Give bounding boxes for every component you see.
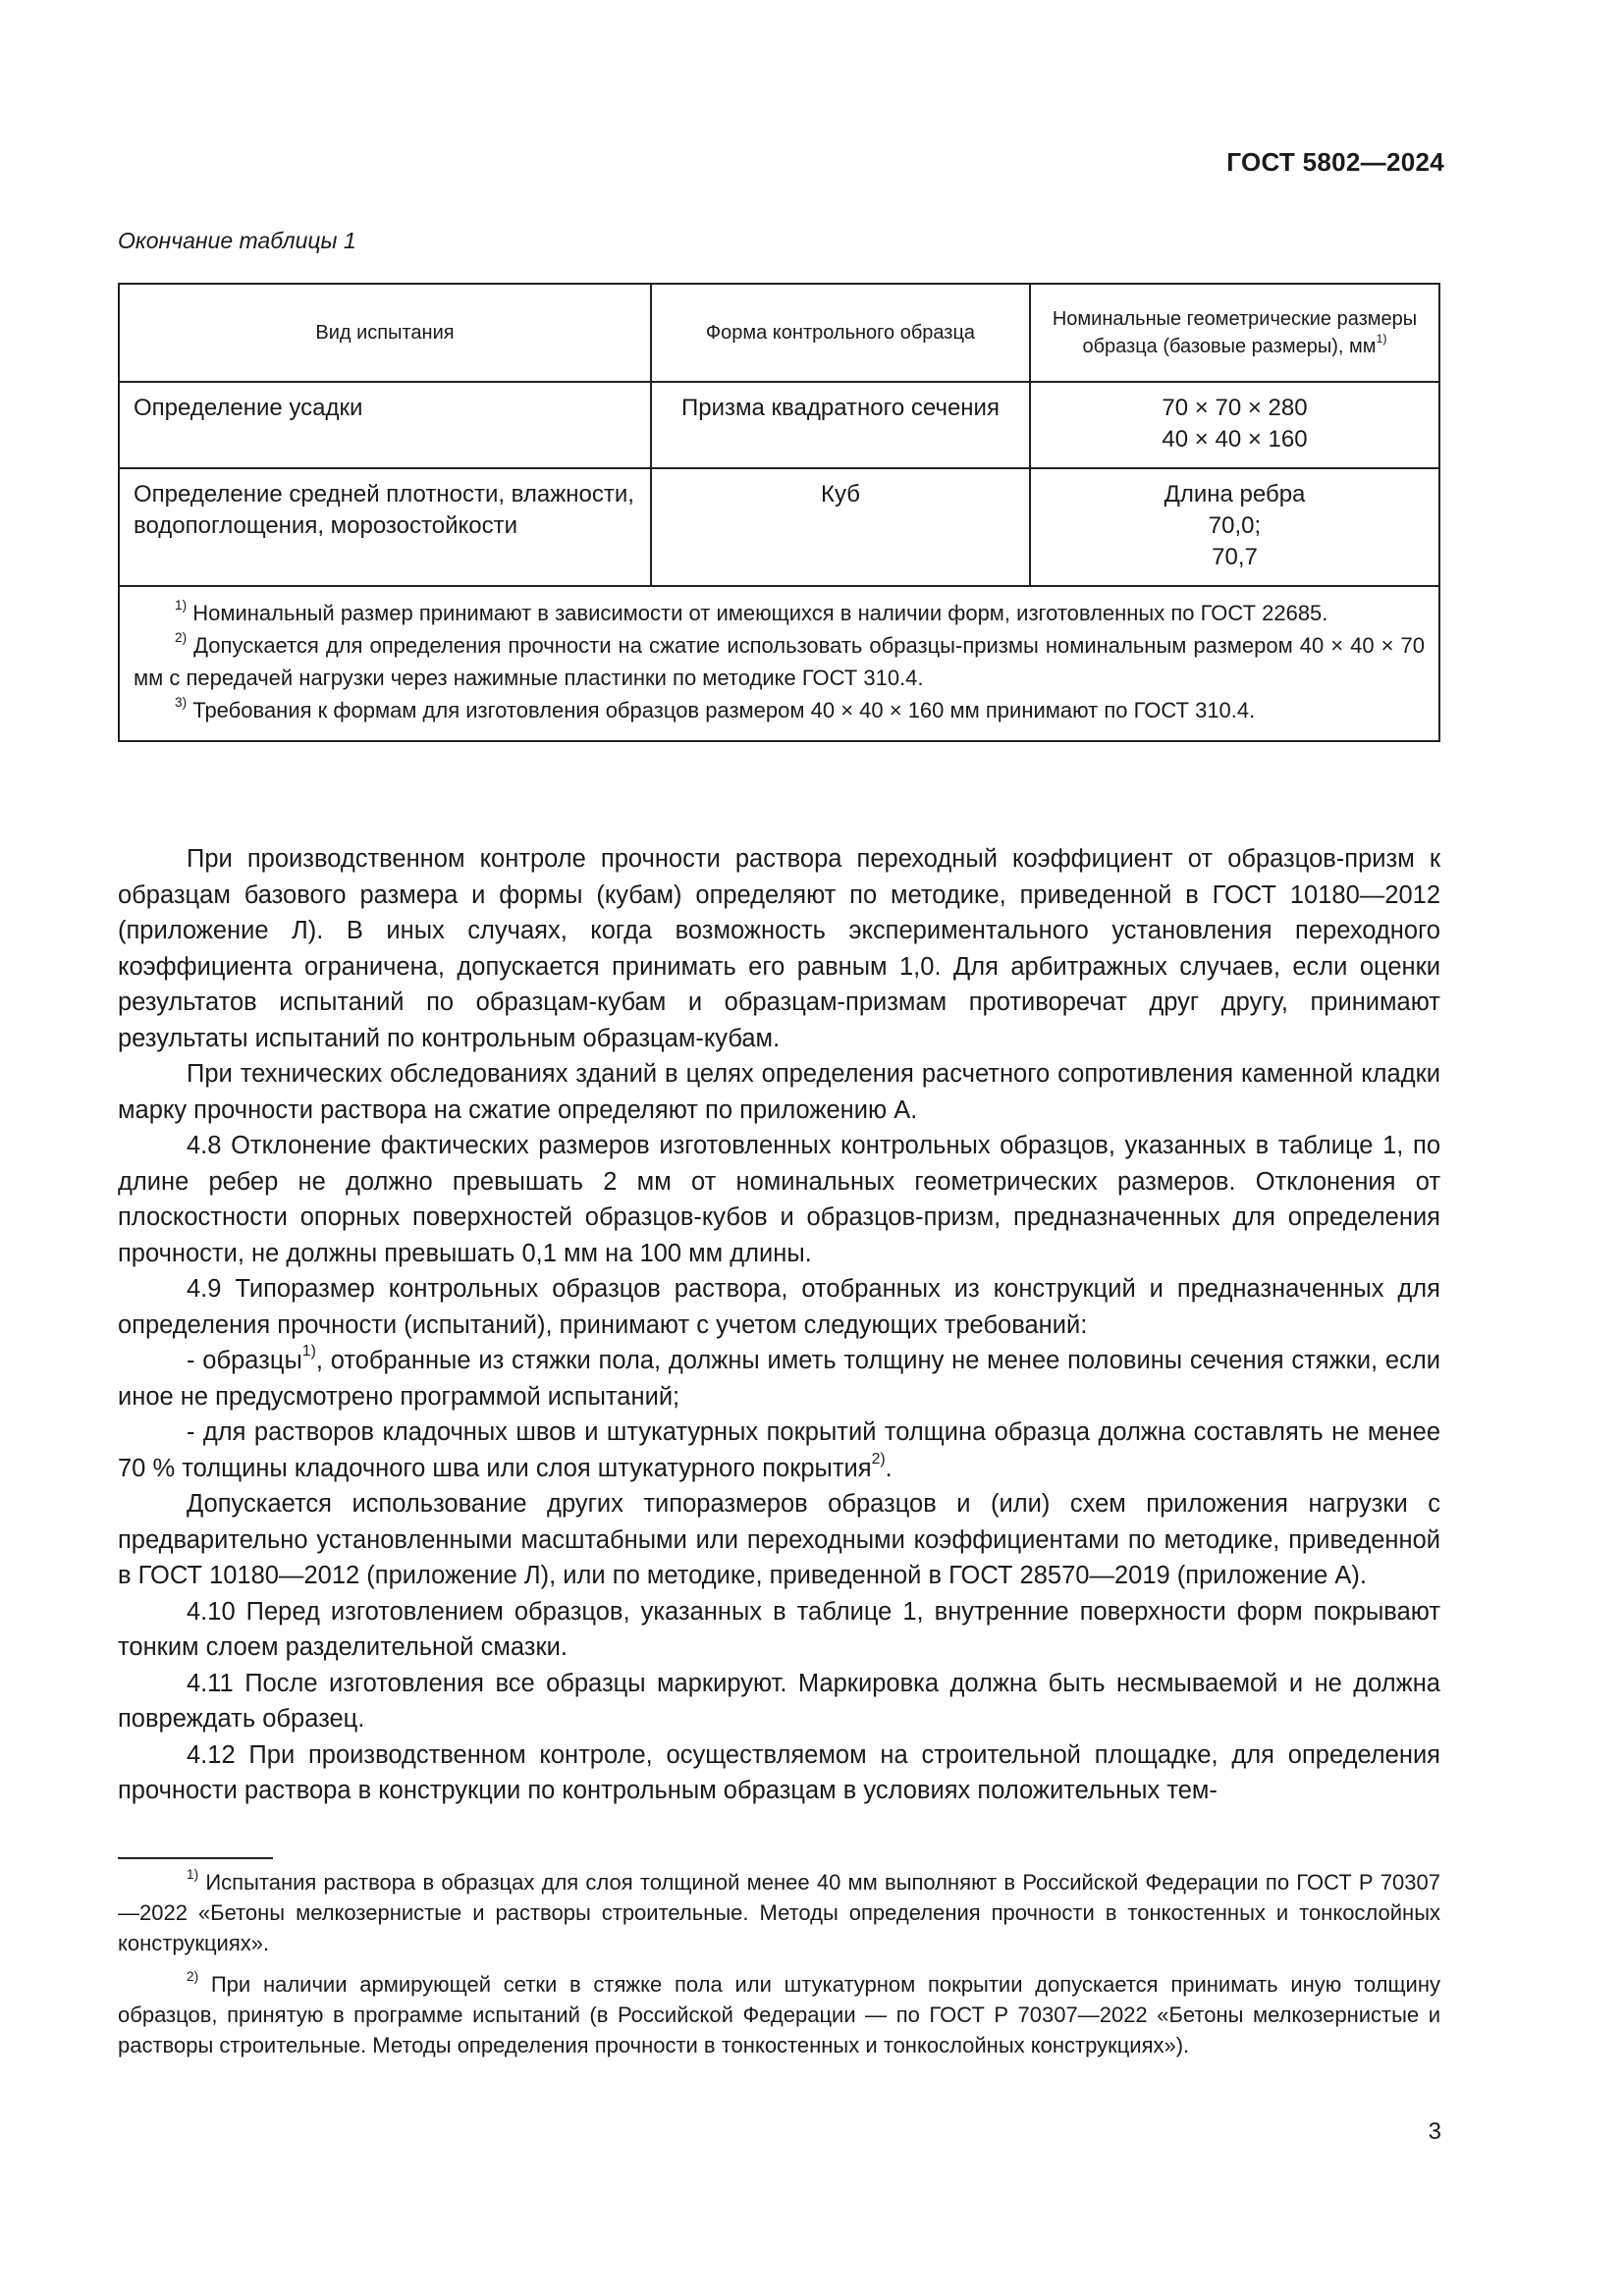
list-item-text: . <box>885 1454 893 1482</box>
footnote <box>118 1867 1440 1958</box>
size-line: 70 × 70 × 280 <box>1162 395 1308 421</box>
standard-designation: ГОСТ 5802—2024 <box>1226 147 1444 177</box>
list-item-text: - образцы <box>187 1347 302 1374</box>
list-item-text: , отобранные из стяжки пола, должны иметь толщину не менее половины сечения стяжки, если иное не предусмотрено программой испытаний; <box>118 1347 1440 1411</box>
size-line: 70,0; <box>1208 512 1262 539</box>
specimen-table <box>118 283 1440 742</box>
header-nominal-size <box>1030 284 1439 382</box>
note-text: Требования к формам для изготовления образцов размером 40 × 40 × 160 мм принимают по ГОСТ 310.4. <box>187 698 1256 722</box>
note-text: Номинальный размер принимают в зависимости от имеющихся в наличии форм, изготовленных по ГОСТ 22685. <box>187 601 1328 625</box>
footnote-ref: 1) <box>301 1343 316 1361</box>
footnote-separator <box>118 1857 273 1859</box>
clause-4-11: 4.11 После изготовления все образцы маркируют. Маркировка должна быть несмываемой и не должна повреждать образец. <box>118 1669 1440 1733</box>
note-mark: 3) <box>175 694 188 710</box>
table-note <box>134 694 1425 726</box>
footnote-mark: 2) <box>187 1968 199 1984</box>
paragraph: При технических обследованиях зданий в целях определения расчетного сопротивления каменной кладки марку прочности раствора на сжатие определяют по приложению А. <box>118 1060 1440 1124</box>
paragraph: Допускается использование других типоразмеров образцов и (или) схем приложения нагрузки с предварительно установленными масштабными или переходными коэффициентами по методике, приведенной в ГОСТ 10180—2012 (приложение Л), или по методике, приведенной в ГОСТ 28570—2019 (приложение А). <box>118 1490 1440 1589</box>
size-line: Длина ребра <box>1164 481 1306 507</box>
table-header-row <box>119 284 1439 382</box>
list-item <box>118 1415 1440 1486</box>
note-mark: 2) <box>175 629 188 645</box>
clause-4-9: 4.9 Типоразмер контрольных образцов раствора, отобранных из конструкций и предназначенных для определения прочности (испытаний), принимают с учетом следующих требований: <box>118 1275 1440 1339</box>
table-notes-row <box>119 586 1439 741</box>
footnotes <box>118 1867 1440 2071</box>
header-specimen-shape: Форма контрольного образца <box>651 284 1030 382</box>
footnote-mark: 1) <box>187 1866 199 1882</box>
footnote-mark: 1) <box>1376 331 1387 346</box>
table-notes <box>119 586 1439 741</box>
table-note <box>134 597 1425 629</box>
footnote-ref: 2) <box>871 1450 886 1468</box>
cell-specimen-shape: Куб <box>651 468 1030 586</box>
table-note <box>134 629 1425 694</box>
footnote <box>118 1969 1440 2060</box>
cell-test-type: Определение усадки <box>119 382 651 468</box>
footnote-text: При наличии армирующей сетки в стяжке пола или штукатурном покрытии допускается принимать иную толщину образцов, принятую в программе испытаний (в Российской Федерации — по ГОСТ Р 70307—2022 «Бетоны мелкозернистые и растворы строительные. Методы определения прочности в тонкостенных и тонкослойных конструкциях»). <box>118 1972 1440 2057</box>
cell-test-type: Определение средней плотности, влажности, водопоглощения, морозостойкости <box>119 468 651 586</box>
table-row <box>119 468 1439 586</box>
paragraph: При производственном контроле прочности раствора переходный коэффициент от образцов-призм к образцам базового размера и формы (кубам) определяют по методике, приведенной в ГОСТ 10180—2012 (приложение Л). В иных случаях, когда возможность экспериментального установления переходного коэффициента ограничена, допускается принимать его равным 1,0. Для арбитражных случаев, если оценки результатов испытаний по образцам-кубам и образцам-призмам противоречат друг другу, принимают результаты испытаний по контрольным образцам-кубам. <box>118 845 1440 1052</box>
clause-4-10: 4.10 Перед изготовлением образцов, указанных в таблице 1, внутренние поверхности форм покрывают тонким слоем разделительной смазки. <box>118 1597 1440 1661</box>
cell-specimen-shape: Призма квадратного сечения <box>651 382 1030 468</box>
size-line: 40 × 40 × 160 <box>1162 426 1308 453</box>
size-line: 70,7 <box>1212 544 1258 570</box>
body-text <box>118 841 1440 1809</box>
note-mark: 1) <box>175 597 188 613</box>
clause-4-8: 4.8 Отклонение фактических размеров изготовленных контрольных образцов, указанных в таблице 1, по длине ребер не должно превышать 2 мм от номинальных геометрических размеров. Отклонения от плоскостности опорных поверхностей образцов-кубов и образцов-призм, предназначенных для определения прочности, не должны превышать 0,1 мм на 100 мм длины. <box>118 1132 1440 1267</box>
note-text: Допускается для определения прочности на сжатие использовать образцы-призмы номинальным размером 40 × 40 × 70 мм с передачей нагрузки через нажимные пластинки по методике ГОСТ 310.4. <box>134 633 1425 690</box>
list-item-text: - для растворов кладочных швов и штукатурных покрытий толщина образца должна составлять не менее 70 % толщины кладочного шва или слоя штукатурного покрытия <box>118 1418 1440 1482</box>
table-caption: Окончание таблицы 1 <box>118 228 356 253</box>
clause-4-12: 4.12 При производственном контроле, осуществляемом на строительной площадке, для определения прочности раствора в конструкции по контрольным образцам в условиях положительных тем- <box>118 1740 1440 1804</box>
footnote-text: Испытания раствора в образцах для слоя толщиной менее 40 мм выполняют в Российской Федерации по ГОСТ Р 70307—2022 «Бетоны мелкозернистые и растворы строительные. Методы определения прочности в тонкостенных и тонкослойных конструкциях». <box>118 1870 1440 1955</box>
cell-nominal-size <box>1030 468 1439 586</box>
cell-nominal-size <box>1030 382 1439 468</box>
header-nominal-size-text: Номинальные геометрические размеры образца (базовые размеры), мм <box>1052 308 1418 357</box>
page-number: 3 <box>1428 2118 1441 2145</box>
list-item <box>118 1343 1440 1415</box>
header-test-type: Вид испытания <box>119 284 651 382</box>
table-row <box>119 382 1439 468</box>
